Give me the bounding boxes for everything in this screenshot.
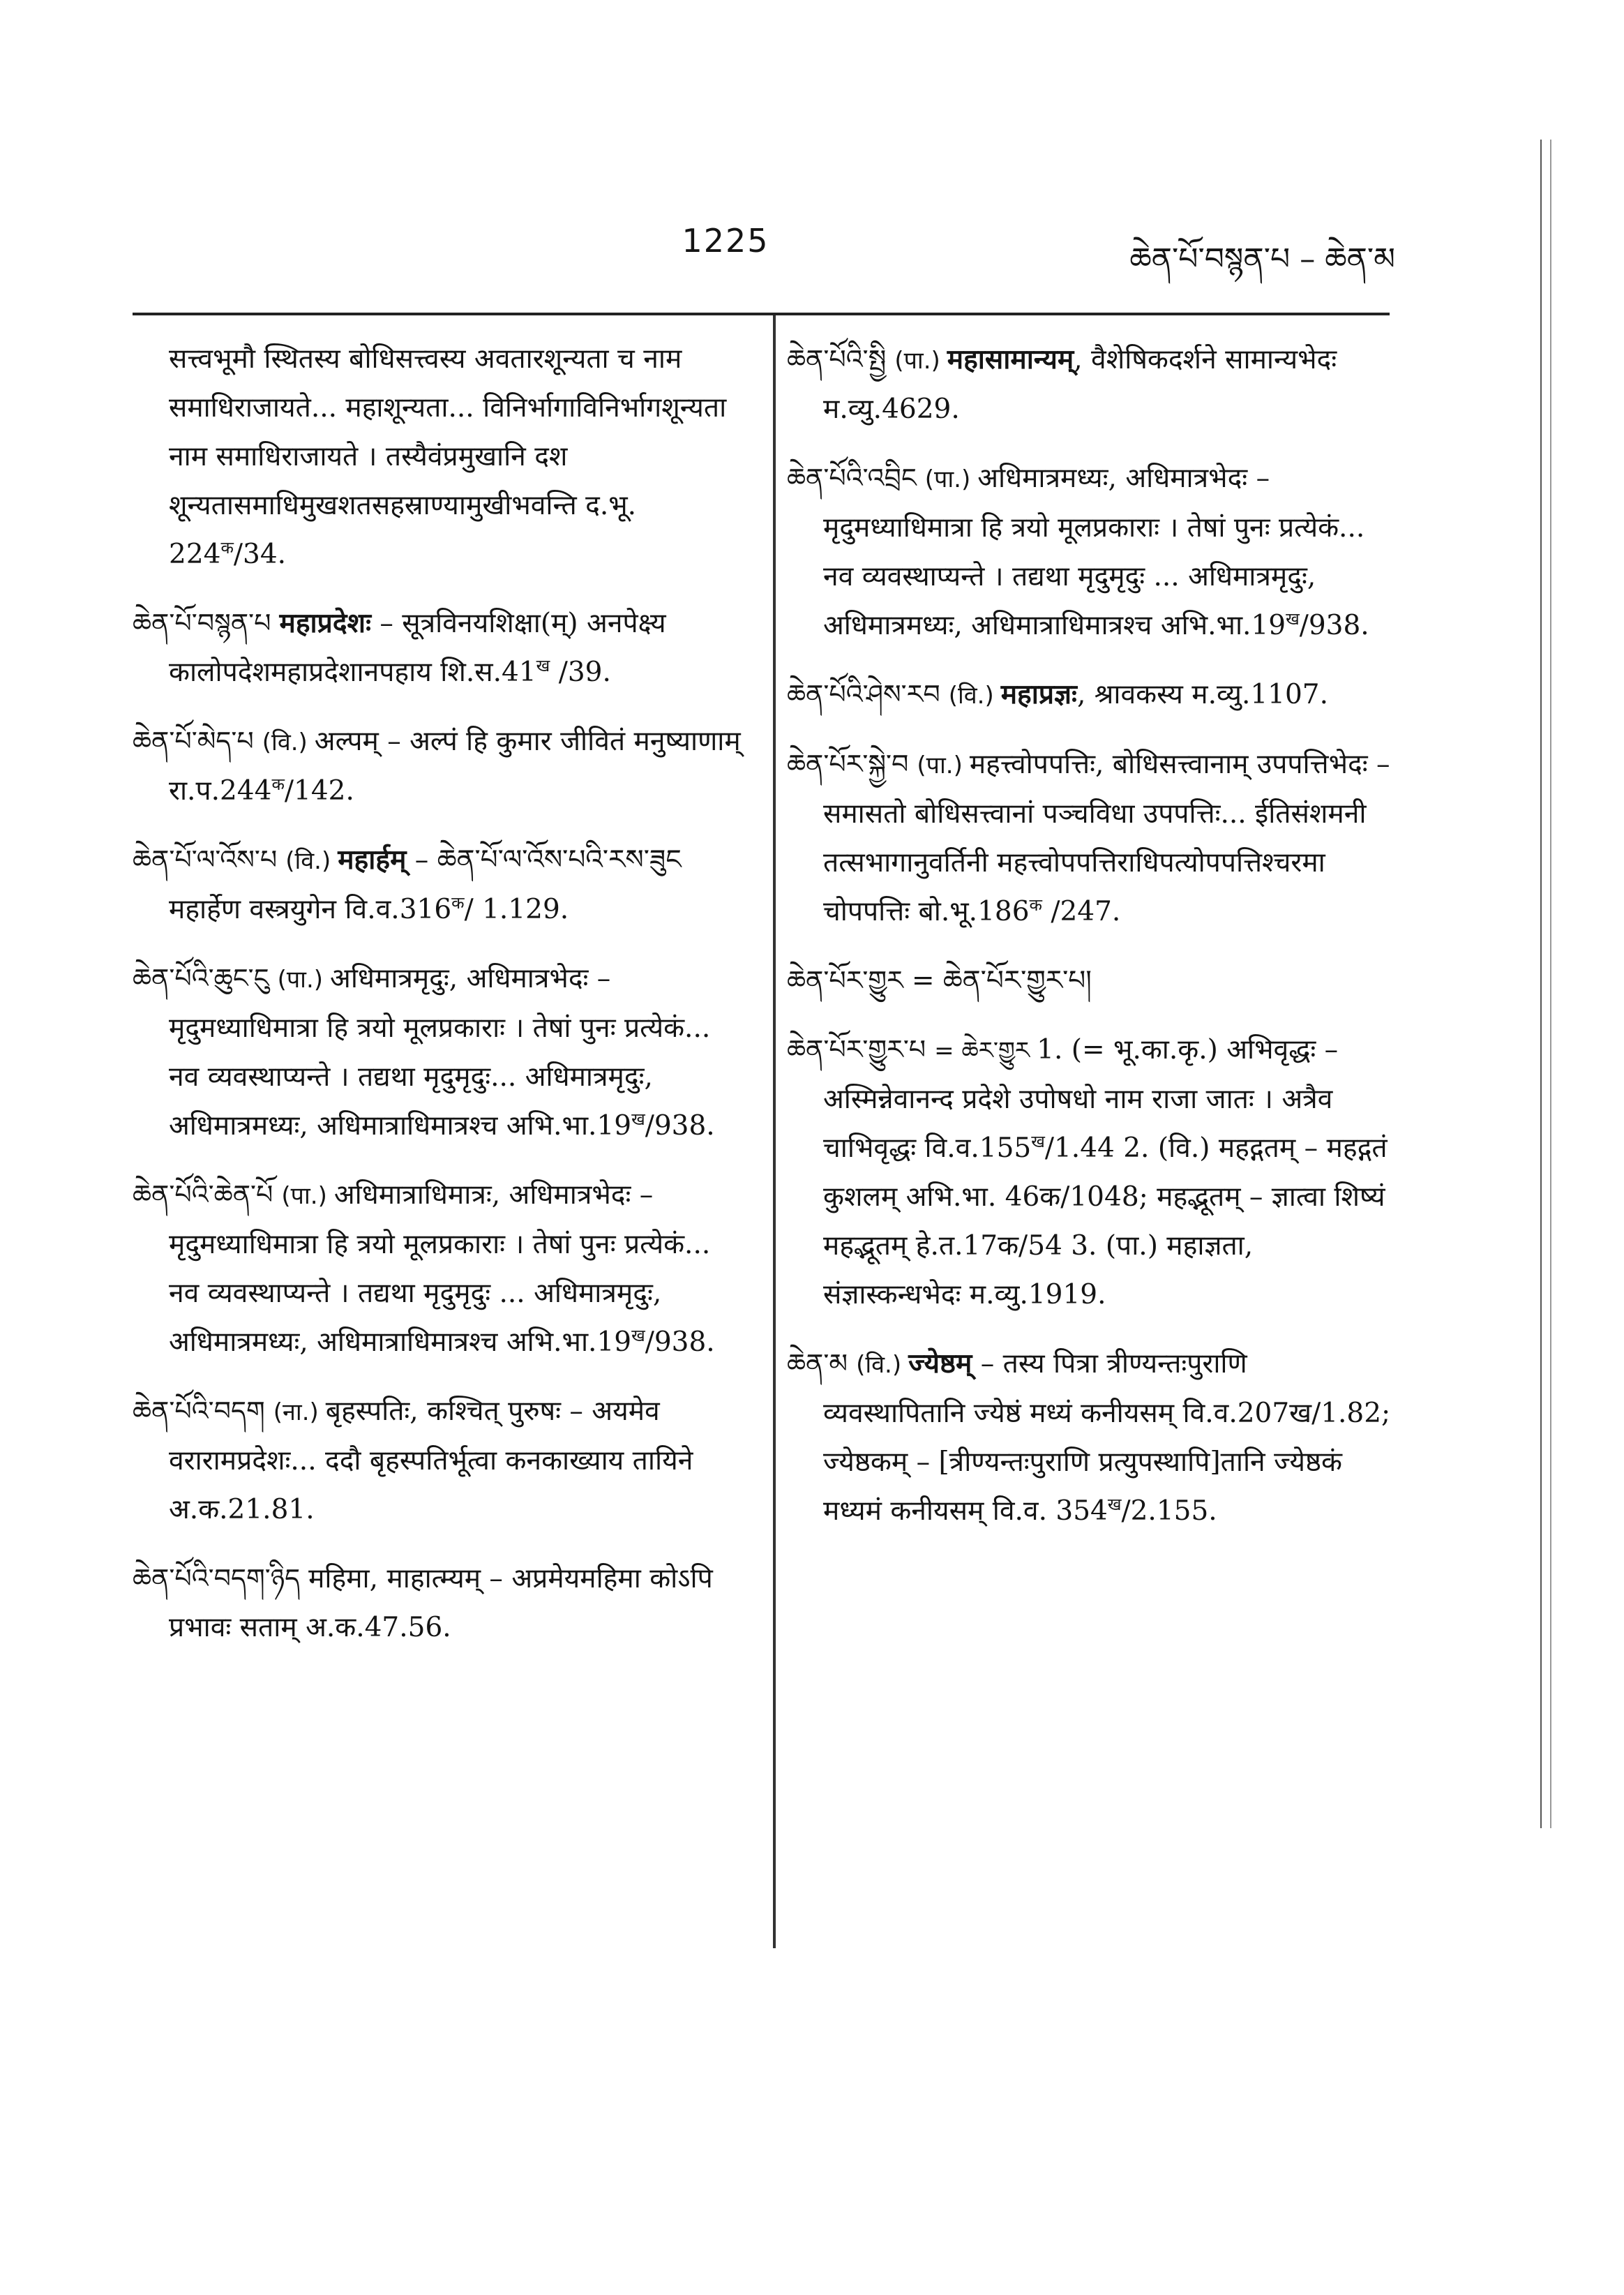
entry-text: अधिमात्रमृदुः, अधिमात्रभेदः – मृदुमध्याधिमात्रा हि त्रयो मूलप्रकाराः । तेषां पुनः प्रत्येकं... नव व्यवस्थाप्यन्ते । तद्यथा मृदुमृदुः... अधिमात्रमृदुः, अधिमात्रमध्यः, अधिमात्राधिमात्रश्च अभि.भा.19: [169, 963, 711, 1142]
tibetan-headword: ཆེན་པོར་གྱུར་པ: [787, 1034, 926, 1065]
entry-reference: /938.: [645, 1110, 715, 1142]
running-head: ཆེན་པོ་བསྙན་པ – ཆེན་མ: [1129, 241, 1395, 277]
folio-side-mark: क: [1029, 895, 1042, 915]
entry-text: = ཆེན་པོར་གྱུར་པ།: [911, 965, 1092, 996]
entry-text: अधिमात्राधिमात्रः, अधिमात्रभेदः – मृदुमध्याधिमात्रा हि त्रयो मूलप्रकाराः । तेषां पुनः प्रत्येकं... नव व्यवस्थाप्यन्ते । तद्यथा मृदुमृदुः ... अधिमात्रमृदुः, अधिमात्रमध्यः, अधिमात्राधिमात्रश्च अभि.भा.19: [169, 1179, 711, 1358]
column-divider: [773, 315, 776, 1948]
tibetan-headword: ཆེན་མ: [787, 1348, 848, 1379]
right-column: [787, 335, 1395, 1555]
entry-text: बृहस्पतिः, कश्चित् पुरुषः – अयमेव वरारामप्रदेशः... ददौ बृहस्पतिर्भूत्वा कनकाख्याय तायिने अ.क.21.81.: [169, 1396, 693, 1525]
dictionary-entry: [787, 1025, 1395, 1320]
entry-reference: /938.: [1299, 610, 1369, 641]
dictionary-entry: [133, 1170, 748, 1367]
tibetan-headword: ཆེན་པོའི་ཆེན་པོ: [133, 1179, 273, 1210]
folio-side-mark: ख: [1286, 609, 1300, 629]
tibetan-headword: ཆེན་པོར་གྱུར: [787, 965, 903, 996]
entry-text: अल्पम् – अल्पं हि कुमार जीवितं मनुष्याणाम् रा.प.244: [169, 726, 741, 807]
tibetan-headword: ཆེན་པོའི་འབྲིང: [787, 463, 917, 493]
folio-side-mark: क: [451, 893, 465, 913]
folio-side-mark: क: [271, 775, 285, 794]
tibetan-headword: ཆེན་པོ་ལ་འོས་པ: [133, 844, 278, 875]
dictionary-entry: [787, 740, 1395, 936]
entry-text: – तस्य पित्रा त्रीण्यन्तःपुराणि व्यवस्थापितानि ज्येष्ठं मध्यं कनीयसम् वि.व.207ख/1.82; ज्येष्ठकम् – [त्रीण्यन्तःपुराणि प्रत्युपस्थापि]तानि ज्येष्ठकं मध्यमं कनीयसम् वि.व. 354: [823, 1348, 1391, 1527]
folio-side-mark: ख: [536, 656, 550, 675]
header-rule: [133, 313, 1390, 315]
sanskrit-equivalent: ज्येष्ठम्: [908, 1347, 972, 1380]
entry-reference: /39.: [550, 657, 611, 688]
entry-text: 1. (= भू.का.कृ.) अभिवृद्धः – अस्मिन्नेवानन्द प्रदेशे उपोषधो नाम राजा जातः । अत्रैव चाभिवृद्धः वि.व.155: [823, 1034, 1339, 1164]
sanskrit-equivalent: महाप्रदेशः: [279, 607, 371, 639]
grammar-tag: (पा.): [281, 1182, 327, 1210]
dictionary-entry: [133, 335, 748, 579]
entry-reference: /938.: [645, 1326, 715, 1358]
entry-text: , श्रावकस्य म.व्यु.1107.: [1076, 679, 1328, 710]
entry-text: , वैशेषिकदर्शने सामान्यभेदः म.व्यु.4629.: [823, 344, 1337, 425]
sanskrit-equivalent: महासामान्यम्: [947, 343, 1074, 375]
grammar-tag: (वि.): [262, 728, 308, 756]
entry-text: सत्त्वभूमौ स्थितस्य बोधिसत्त्वस्य अवतारशून्यता च नाम समाधिराजायते... महाशून्यता... विनिर्भागाविनिर्भागशून्यता नाम समाधिराजायते । तस्यैवंप्रमुखानि दश शून्यतासमाधिमुखशतसहस्राण्यामुखीभवन्ति द.भू. 224: [169, 343, 727, 570]
sanskrit-equivalent: महार्हम्: [338, 844, 407, 876]
tibetan-headword: ཆེན་པོའི་བདག་ཉིད: [133, 1563, 301, 1594]
grammar-tag: (पा.): [277, 966, 324, 994]
folio-side-mark: क: [220, 538, 234, 558]
grammar-tag: (ना.): [273, 1398, 319, 1426]
dictionary-entry: [787, 454, 1395, 650]
tibetan-headword: ཆེན་པོར་སྐྱེ་བ: [787, 749, 909, 779]
entry-reference: / 1.129.: [464, 894, 569, 925]
dictionary-entry: [133, 717, 748, 816]
entry-reference: /247.: [1042, 896, 1121, 927]
tibetan-headword: ཆེན་པོའི་བདག: [133, 1396, 265, 1426]
tibetan-headword: ཆེན་པོའི་སྤྱི: [787, 344, 887, 375]
dictionary-entry: [787, 335, 1395, 434]
grammar-tag: = ཆེར་གྱུར: [934, 1037, 1030, 1065]
dictionary-entry: [133, 954, 748, 1151]
entry-text: – ཆེན་པོ་ལ་འོས་པའི་རས་ཟུང महार्हेण वस्त्रयुगेन वि.व.316: [169, 844, 682, 925]
entry-reference: /2.155.: [1121, 1495, 1217, 1527]
entry-text: – सूत्रविनयशिक्षा(म्) अनपेक्ष्य कालोपदेशमहाप्रदेशानपहाय शि.स.41: [169, 608, 666, 688]
entry-reference: /34.: [233, 539, 287, 570]
dictionary-entry: [787, 670, 1395, 720]
dictionary-entry: [787, 1339, 1395, 1536]
folio-side-mark: ख: [1031, 1132, 1045, 1151]
folio-side-mark: ख: [631, 1109, 645, 1129]
scan-margin-line: [1550, 140, 1551, 1828]
entry-text: अधिमात्रमध्यः, अधिमात्रभेदः – मृदुमध्याधिमात्रा हि त्रयो मूलप्रकाराः । तेषां पुनः प्रत्येकं... नव व्यवस्थाप्यन्ते । तद्यथा मृदुमृदुः ... अधिमात्रमृदुः, अधिमात्रमध्यः, अधिमात्राधिमात्रश्च अभि.भा.19: [823, 463, 1365, 641]
grammar-tag: (वि.): [948, 682, 994, 710]
grammar-tag: (वि.): [856, 1351, 902, 1379]
left-column: [133, 335, 748, 1672]
entry-reference: /142.: [284, 775, 354, 807]
entry-text: महत्त्वोपपत्तिः, बोधिसत्त्वानाम् उपपत्तिभेदः – समासतो बोधिसत्त्वानां पञ्चविधा उपपत्तिः... ईतिसंशमनी तत्सभागानुवर्तिनी महत्त्वोपपत्तिराधिपत्योपपत्तिश्चरमा चोपपत्तिः बो.भू.186: [823, 749, 1390, 927]
dictionary-entry: [787, 956, 1395, 1006]
tibetan-headword: ཆེན་པོ་བསྙན་པ: [133, 608, 271, 638]
dictionary-entry: [133, 1386, 748, 1534]
dictionary-entry: [133, 599, 748, 697]
sanskrit-equivalent: महाप्रज्ञः: [1000, 678, 1077, 710]
grammar-tag: (पा.): [894, 347, 940, 375]
page-number: 1225: [682, 222, 769, 260]
entry-text: महिमा, माहात्म्यम् – अप्रमेयमहिमा कोऽपि प्रभावः सताम् अ.क.47.56.: [169, 1563, 713, 1643]
grammar-tag: (पा.): [917, 752, 963, 779]
tibetan-headword: ཆེན་པོ་མེད་པ: [133, 726, 254, 756]
folio-side-mark: ख: [631, 1326, 645, 1345]
grammar-tag: (वि.): [285, 847, 331, 875]
tibetan-headword: ཆེན་པོའི་ཤེས་རབ: [787, 679, 940, 710]
dictionary-entry: [133, 1554, 748, 1652]
folio-side-mark: ख: [1107, 1495, 1122, 1514]
scan-margin-line: [1540, 140, 1542, 1828]
grammar-tag: (पा.): [924, 465, 971, 493]
entry-reference: /1.44 2. (वि.) महद्गतम् – महद्गतं कुशलम् अभि.भा. 46क/1048; महद्भूतम् – ज्ञात्वा शिष्यं महद्भूतम् हे.त.17क/54 3. (पा.) महाज्ञता, संज्ञास्कन्धभेदः म.व्यु.1919.: [823, 1132, 1388, 1310]
dictionary-entry: [133, 835, 748, 934]
tibetan-headword: ཆེན་པོའི་ཆུང་ངུ: [133, 963, 269, 994]
